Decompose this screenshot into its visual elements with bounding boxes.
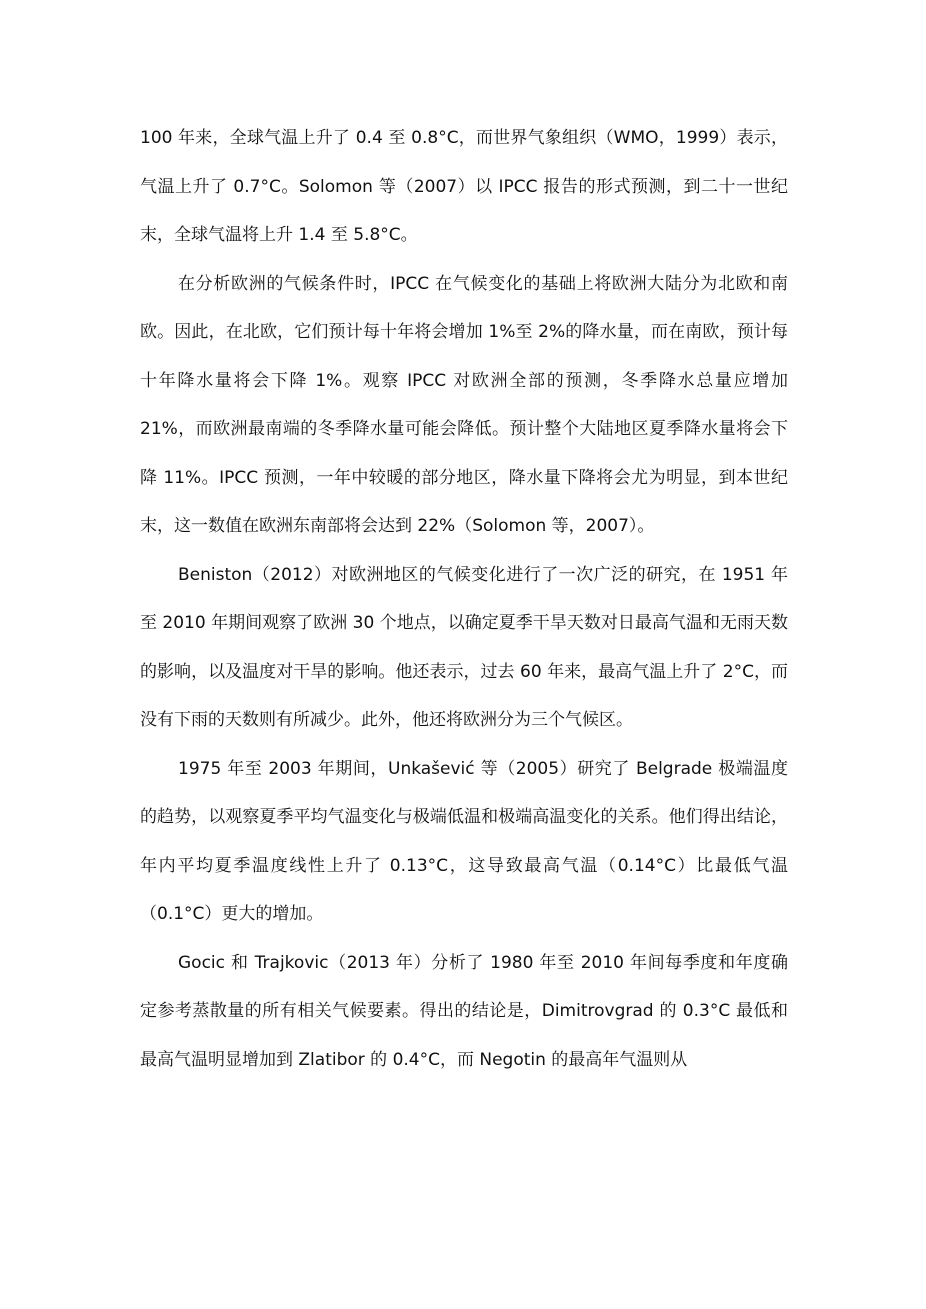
paragraph-2: 在分析欧洲的气候条件时，IPCC 在气候变化的基础上将欧洲大陆分为北欧和南欧。因此，在北欧，它们预计每十年将会增加 1%至 2%的降水量，而在南欧，预计每十年降水量将会下降 1%。观察 IPCC 对欧洲全部的预测，冬季降水总量应增加 21%，而欧洲最南端的冬季降水量可能会降低。预计整个大陆地区夏季降水量将会下降 11%。IPCC 预测，一年中较暖的部分地区，降水量下降将会尤为明显，到本世纪末，这一数值在欧洲东南部将会达到 22%（Solomon 等，2007）。: [140, 273, 788, 536]
paragraph-5: Gocic 和 Trajkovic（2013 年）分析了 1980 年至 2010 年间每季度和年度确定参考蒸散量的所有相关气候要素。得出的结论是，Dimitrovgrad 的 0.3°C 最低和最高气温明显增加到 Zlatibor 的 0.4°C，而 Negotin 的最高年气温则从: [140, 952, 788, 1070]
paragraph-4: 1975 年至 2003 年期间，Unkašević 等（2005）研究了 Belgrade 极端温度的趋势，以观察夏季平均气温变化与极端低温和极端高温变化的关系。他们得出结论，年内平均夏季温度线性上升了 0.13°C，这导致最高气温（0.14°C）比最低气温（0.1°C）更大的增加。: [140, 758, 788, 924]
body-text: [140, 114, 788, 1084]
paragraph-1: 100 年来，全球气温上升了 0.4 至 0.8°C，而世界气象组织（WMO，1999）表示，气温上升了 0.7°C。Solomon 等（2007）以 IPCC 报告的形式预测，到二十一世纪末，全球气温将上升 1.4 至 5.8°C。: [140, 128, 788, 245]
paragraph-3: Beniston（2012）对欧洲地区的气候变化进行了一次广泛的研究，在 1951 年至 2010 年期间观察了欧洲 30 个地点，以确定夏季干旱天数对日最高气温和无雨天数的影响，以及温度对干旱的影响。他还表示，过去 60 年来，最高气温上升了 2°C，而没有下雨的天数则有所减少。此外，他还将欧洲分为三个气候区。: [140, 564, 788, 730]
